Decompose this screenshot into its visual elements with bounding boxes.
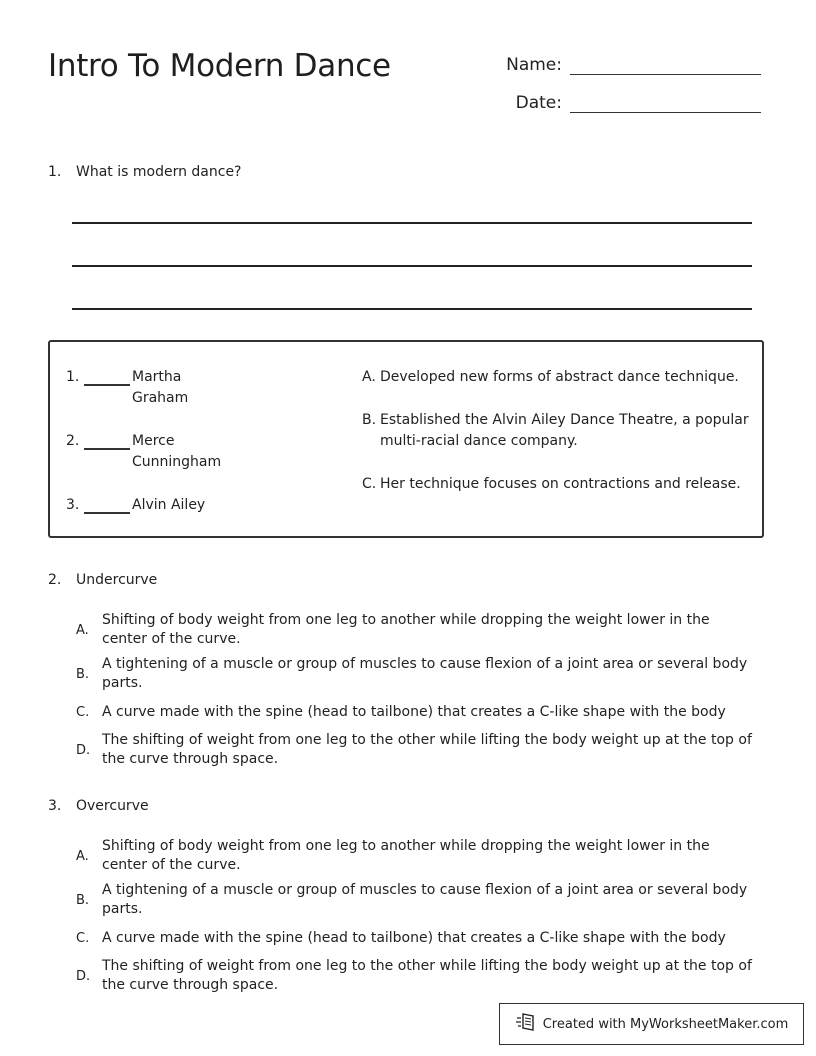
matching-definition [362, 410, 752, 452]
answer-option[interactable] [76, 731, 756, 769]
option-letter: A. [76, 622, 89, 638]
matching-item-number: 3. [66, 497, 80, 513]
question-text: Undercurve [76, 572, 158, 588]
option-text: Shifting of body weight from one leg to another while dropping the weight lower in the center of the curve. [102, 612, 710, 647]
option-text: A curve made with the spine (head to tailbone) that creates a C-like shape with the body [102, 704, 726, 720]
matching-item-text: Martha Graham [132, 369, 189, 406]
matching-item [66, 495, 242, 516]
option-text: Shifting of body weight from one leg to another while dropping the weight lower in the center of the curve. [102, 838, 710, 873]
option-letter: C. [76, 705, 90, 720]
answer-line[interactable] [72, 222, 752, 224]
matching-blank[interactable] [84, 368, 130, 386]
footer-credit[interactable] [499, 1003, 804, 1045]
name-field-row [502, 55, 761, 75]
question-number: 2. [48, 572, 62, 588]
matching-item-number: 2. [66, 433, 80, 449]
definition-letter: A. [362, 369, 376, 385]
question-1 [48, 164, 241, 180]
answer-option[interactable] [76, 957, 756, 995]
matching-definition [362, 367, 752, 388]
question-number: 3. [48, 798, 62, 814]
definition-text: Developed new forms of abstract dance technique. [380, 369, 739, 385]
answer-option[interactable] [76, 881, 756, 919]
matching-item-text: Merce Cunningham [132, 433, 222, 470]
footer-text: Created with MyWorksheetMaker.com [542, 1016, 789, 1032]
question-3 [48, 798, 149, 814]
worksheet-maker-logo-icon [515, 1012, 543, 1036]
definition-letter: C. [362, 476, 377, 492]
option-letter: B. [76, 666, 90, 682]
answer-line[interactable] [72, 265, 752, 267]
answer-option[interactable] [76, 655, 756, 693]
name-input-line[interactable] [570, 58, 761, 75]
matching-item [66, 431, 242, 473]
answer-option[interactable] [76, 611, 756, 649]
definition-letter: B. [362, 412, 377, 428]
definition-text: Established the Alvin Ailey Dance Theatre, a popular multi-racial dance company. [380, 412, 749, 449]
option-letter: C. [76, 931, 90, 946]
matching-blank[interactable] [84, 496, 130, 514]
option-text: A curve made with the spine (head to tailbone) that creates a C-like shape with the body [102, 930, 726, 946]
page-title: Intro To Modern Dance [48, 48, 391, 84]
option-text: A tightening of a muscle or group of muscles to cause flexion of a joint area or several body parts. [102, 882, 748, 917]
name-label: Name: [506, 55, 562, 75]
question-text: Overcurve [76, 798, 149, 814]
date-input-line[interactable] [570, 96, 761, 113]
matching-blank[interactable] [84, 432, 130, 450]
matching-section [48, 340, 764, 538]
question-text: What is modern dance? [76, 164, 242, 180]
option-letter: D. [76, 742, 91, 758]
answer-option[interactable] [76, 929, 756, 948]
matching-item-number: 1. [66, 369, 80, 385]
answer-option[interactable] [76, 703, 756, 722]
matching-definition [362, 474, 752, 495]
answer-option[interactable] [76, 837, 756, 875]
option-text: A tightening of a muscle or group of muscles to cause flexion of a joint area or several body parts. [102, 656, 748, 691]
option-text: The shifting of weight from one leg to the other while lifting the body weight up at the top of the curve through space. [102, 732, 752, 767]
option-letter: D. [76, 968, 91, 984]
option-letter: A. [76, 848, 89, 864]
date-label: Date: [515, 93, 562, 113]
definition-text: Her technique focuses on contractions and release. [380, 476, 741, 492]
matching-item-text: Alvin Ailey [132, 497, 206, 513]
question-2 [48, 572, 157, 588]
option-letter: B. [76, 892, 90, 908]
option-text: The shifting of weight from one leg to the other while lifting the body weight up at the top of the curve through space. [102, 958, 752, 993]
date-field-row [502, 93, 761, 113]
matching-item [66, 367, 242, 409]
question-number: 1. [48, 164, 62, 180]
answer-line[interactable] [72, 308, 752, 310]
